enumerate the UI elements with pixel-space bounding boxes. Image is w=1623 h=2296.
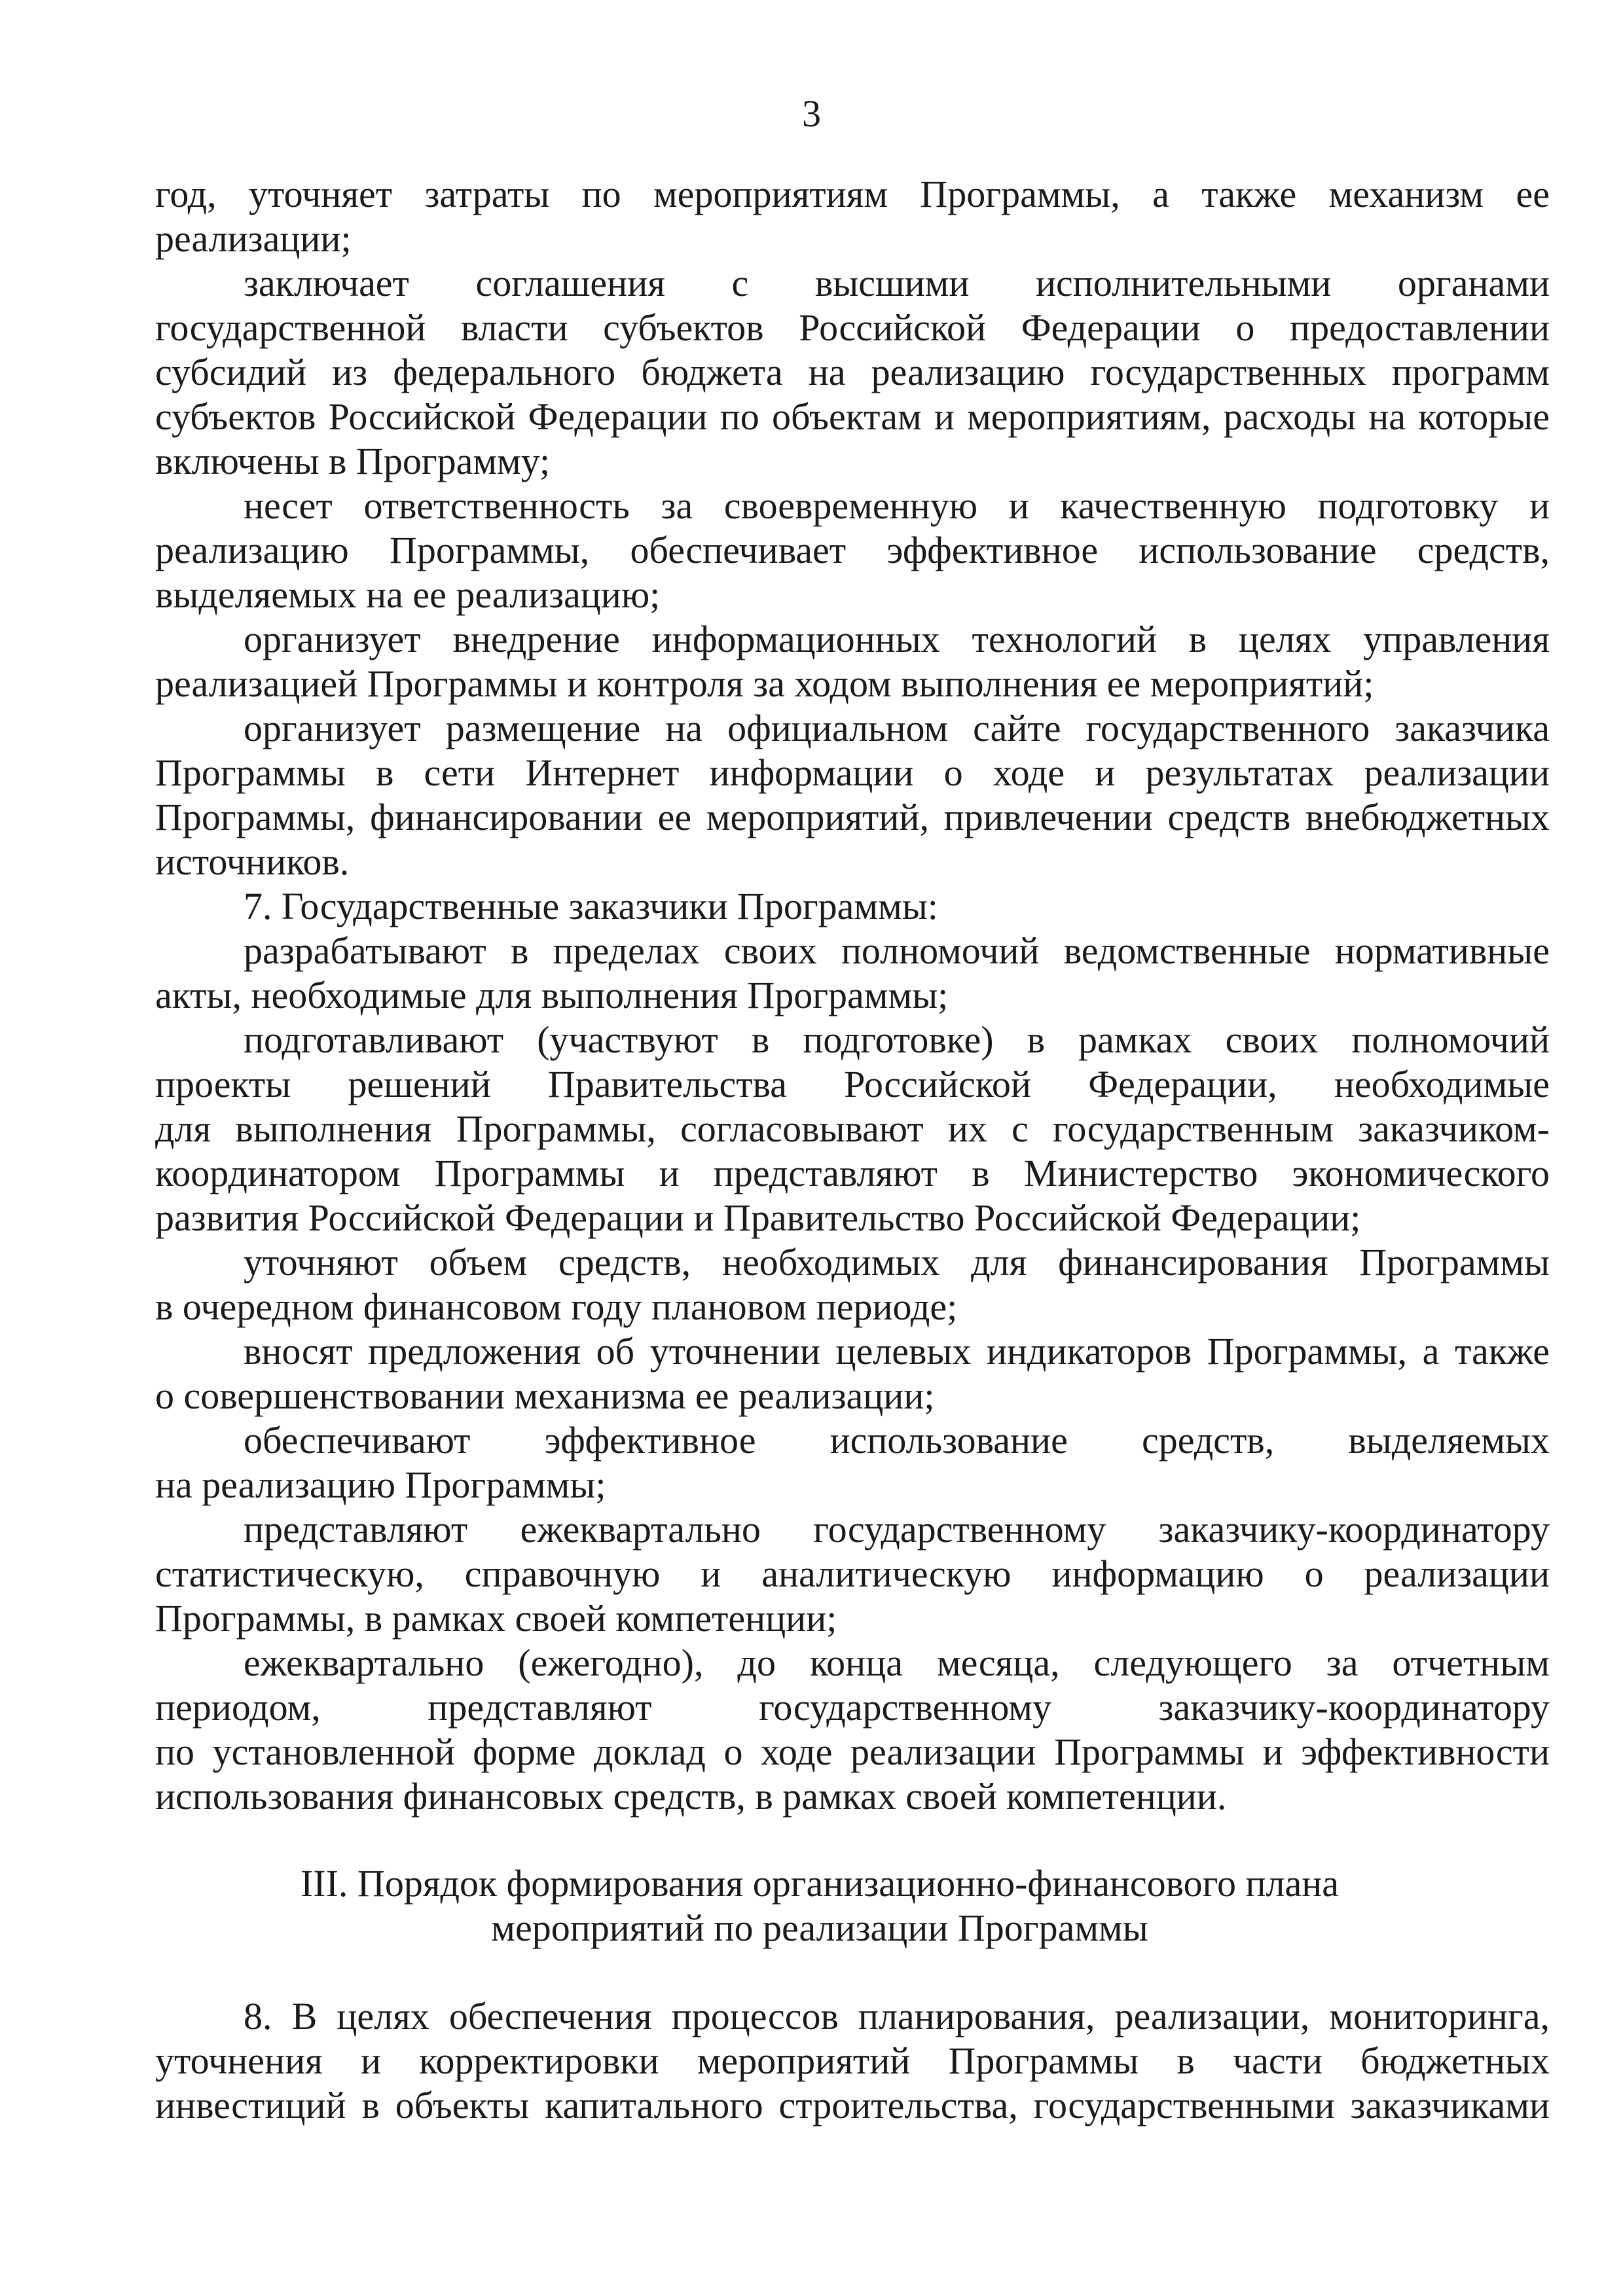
text-line: источников. — [155, 840, 350, 883]
text-line: в очередном финансовом году плановом периоде; — [155, 1285, 958, 1328]
text-line: Программы, в рамках своей компетенции; — [155, 1597, 837, 1640]
paragraph — [155, 929, 1550, 1018]
text-line: разрабатывают в пределах своих полномочий ведомственные нормативные — [244, 929, 1550, 972]
text-line: проекты решений Правительства Российской Федерации, необходимые — [155, 1063, 1550, 1105]
section-before-heading — [155, 172, 1550, 1819]
text-line: уточняют объем средств, необходимых для финансирования Программы — [244, 1241, 1550, 1283]
page-number: 3 — [802, 92, 821, 135]
text-line: на реализацию Программы; — [155, 1463, 606, 1506]
text-line: развития Российской Федерации и Правительство Российской Федерации; — [155, 1196, 1361, 1239]
paragraph — [155, 1240, 1550, 1329]
text-line: несет ответственность за своевременную и качественную подготовку и — [244, 484, 1550, 527]
paragraph — [155, 261, 1550, 484]
text-line: вносят предложения об уточнении целевых индикаторов Программы, а также — [244, 1330, 1550, 1372]
text-line: уточнения и корректировки мероприятий Программы в части бюджетных — [155, 2039, 1550, 2082]
paragraph — [155, 706, 1550, 884]
text-line: государственной власти субъектов Российской Федерации о предоставлении — [155, 306, 1550, 349]
paragraph — [155, 1018, 1550, 1240]
text-line: Программы, финансировании ее мероприятий, привлечении средств внебюджетных — [155, 796, 1550, 838]
text-line: координатором Программы и представляют в Министерство экономического — [155, 1152, 1550, 1194]
text-line: подготавливают (участвуют в подготовке) в рамках своих полномочий — [244, 1018, 1550, 1061]
document-body — [155, 172, 1550, 2128]
text-line: организует внедрение информационных технологий в целях управления — [244, 618, 1550, 660]
text-line: год, уточняет затраты по мероприятиям Программы, а также механизм ее — [155, 173, 1550, 215]
paragraph — [155, 1994, 1550, 2128]
text-line: 8. В целях обеспечения процессов планирования, реализации, мониторинга, — [244, 1995, 1550, 2037]
paragraph — [155, 884, 1550, 929]
paragraph — [155, 1507, 1550, 1641]
heading-line: III. Порядок формирования организационно-финансового плана — [300, 1862, 1340, 1905]
paragraph — [155, 484, 1550, 617]
paragraph — [155, 1641, 1550, 1819]
text-line: включены в Программу; — [155, 440, 551, 482]
text-line: по установленной форме доклад о ходе реализации Программы и эффективности — [155, 1731, 1550, 1773]
text-line: для выполнения Программы, согласовывают их с государственным заказчиком- — [155, 1107, 1550, 1150]
text-line: представляют ежеквартально государственному заказчику-координатору — [244, 1508, 1550, 1551]
text-line: использования финансовых средств, в рамках своей компетенции. — [155, 1775, 1227, 1818]
section-after-heading — [155, 1994, 1550, 2128]
text-line: выделяемых на ее реализацию; — [155, 573, 661, 616]
text-line: организует размещение на официальном сайте государственного заказчика — [244, 707, 1550, 749]
text-line: статистическую, справочную и аналитическую информацию о реализации — [155, 1552, 1550, 1595]
text-line: инвестиций в объекты капитального строительства, государственными заказчиками — [155, 2084, 1550, 2126]
text-line: обеспечивают эффективное использование средств, выделяемых — [244, 1419, 1550, 1462]
text-line: периодом, представляют государственному заказчику-координатору — [155, 1686, 1550, 1729]
text-line: заключает соглашения с высшими исполнительными органами — [244, 262, 1550, 304]
paragraph — [155, 617, 1550, 706]
paragraph — [155, 1418, 1550, 1507]
text-line: реализации; — [155, 217, 352, 260]
text-line: ежеквартально (ежегодно), до конца месяца, следующего за отчетным — [244, 1641, 1550, 1684]
text-line: реализацию Программы, обеспечивает эффективное использование средств, — [155, 529, 1550, 571]
text-line: акты, необходимые для выполнения Программы; — [155, 974, 949, 1016]
text-line: субъектов Российской Федерации по объектам и мероприятиям, расходы на которые — [155, 395, 1550, 438]
text-line: субсидий из федерального бюджета на реализацию государственных программ — [155, 351, 1550, 393]
paragraph — [155, 1329, 1550, 1418]
heading-line: мероприятий по реализации Программы — [491, 1907, 1148, 1949]
text-line: о совершенствовании механизма ее реализации; — [155, 1374, 935, 1417]
section-heading — [155, 1861, 1550, 1950]
text-line: реализацией Программы и контроля за ходом выполнения ее мероприятий; — [155, 662, 1374, 705]
text-line: 7. Государственные заказчики Программы: — [244, 885, 938, 927]
paragraph — [155, 172, 1550, 261]
text-line: Программы в сети Интернет информации о ходе и результатах реализации — [155, 751, 1550, 794]
